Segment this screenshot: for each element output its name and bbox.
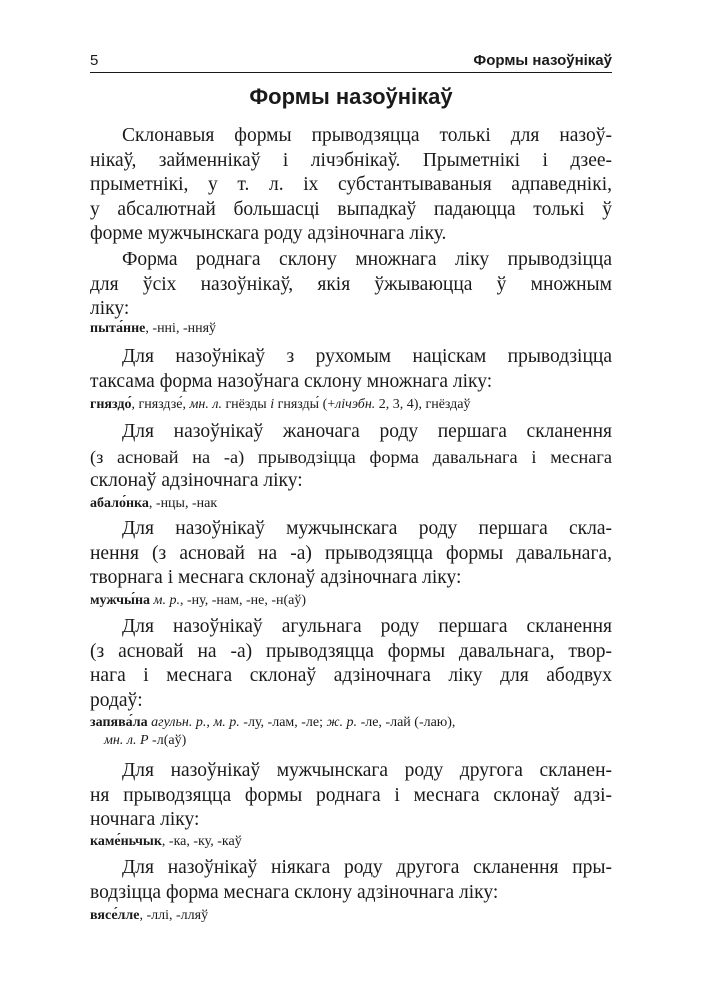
example-entry	[90, 833, 612, 851]
text-line: Для назоўнікаў жаночага роду першага скланення	[122, 421, 612, 442]
paragraph-5	[90, 517, 612, 591]
text-line: форме мужчынскага роду адзіночнага ліку.	[90, 223, 447, 244]
headword: вясе́лле	[90, 908, 140, 923]
word-forms: , -ллі, -лляў	[139, 908, 209, 923]
headword: пыта́нне	[90, 321, 146, 336]
word-forms: ,	[206, 715, 214, 730]
grammar-label: ж. р.	[326, 715, 358, 730]
word-forms: гнёзды	[221, 397, 271, 412]
page-number: 5	[90, 52, 99, 69]
text-line: ліку:	[90, 298, 130, 319]
word-forms: -лу, -лам, -ле;	[239, 715, 327, 730]
example-entry	[90, 907, 612, 925]
word-forms: 2, 3, 4), гнёздаў	[375, 397, 471, 412]
grammar-label: мн. л.	[189, 397, 222, 412]
grammar-label: лічэбн.	[335, 397, 376, 412]
word-forms: , -ка, -ку, -каў	[161, 834, 242, 849]
headword: гняздо́	[90, 397, 132, 412]
grammar-label: і	[270, 397, 275, 412]
headword: абало́нка	[90, 496, 149, 511]
text-line: ночнага ліку:	[90, 809, 200, 830]
text-line: родаў:	[90, 689, 143, 711]
word-forms: , -нні, -нняў	[145, 321, 217, 336]
text-line: Для назоўнікаў з рухомым націскам прыводзіцца	[122, 346, 612, 367]
word-forms: , -нцы, -нак	[148, 496, 218, 511]
text-line: для ўсіх назоўнікаў, якія ўжываюцца ў множным	[90, 273, 612, 295]
word-forms: -л(аў)	[148, 733, 187, 748]
running-title: Формы назоўнікаў	[473, 52, 612, 69]
grammar-label: м. р.	[213, 715, 240, 730]
text-line: нікаў, займеннікаў і лічэбнікаў. Прыметнікі і дзее-	[90, 149, 612, 171]
text-line: нення (з асновай на -а) прыводзяцца формы давальнага,	[90, 542, 612, 564]
text-line: у абсалютнай большасці выпадкаў падаюцца толькі ў	[90, 198, 612, 220]
example-continuation	[90, 732, 612, 750]
page-title: Формы назоўнікаў	[249, 84, 453, 109]
example-entry	[90, 396, 612, 414]
word-forms: -ле, -лай (-лаю),	[357, 715, 456, 730]
text-line: ня прыводзяцца формы роднага і меснага склонаў адзі-	[90, 784, 612, 806]
text-line: (з асновай на -а) прыводзіцца форма давальнага і меснага	[90, 446, 612, 467]
text-line: Склонавыя формы прыводзяцца толькі для назоў-	[122, 125, 612, 146]
paragraph-1	[90, 124, 612, 247]
text-line: прыметнікі, у т. л. іх субстантываваныя адпаведнікі,	[90, 174, 612, 195]
paragraph-7	[90, 759, 612, 833]
paragraph-2	[90, 248, 612, 322]
paragraph-6	[90, 615, 612, 713]
running-header	[90, 50, 612, 73]
text-line: водзіцца форма меснага склону адзіночнага ліку:	[90, 881, 499, 903]
grammar-label: мн. л. Р	[104, 733, 149, 748]
text-line: Для назоўнікаў мужчынскага роду першага скла-	[122, 518, 612, 539]
example-entry	[90, 714, 612, 750]
example-entry	[90, 320, 612, 338]
text-line: Для назоўнікаў ніякага роду другога скланення пры-	[122, 857, 612, 878]
headword: запява́ла	[90, 715, 148, 730]
grammar-label: агульн. р.	[151, 715, 207, 730]
word-forms: , гняздзе́,	[131, 397, 190, 412]
text-line: (з асновай на -а) прыводзяцца формы давальнага, твор-	[90, 640, 612, 662]
text-line: склонаў адзіночнага ліку:	[90, 470, 303, 491]
example-entry	[90, 495, 612, 513]
paragraph-4	[90, 420, 612, 494]
example-entry	[90, 592, 612, 610]
text-line: Для назоўнікаў агульнага роду першага скланення	[122, 616, 612, 637]
grammar-label: м. р.	[153, 593, 180, 608]
text-line: творнага і меснага склонаў адзіночнага ліку:	[90, 567, 462, 588]
paragraph-3	[90, 345, 612, 394]
headword: каме́ньчык	[90, 834, 162, 849]
text-line: Для назоўнікаў мужчынскага роду другога скланен-	[122, 760, 612, 781]
headword: мужчы́на	[90, 593, 151, 608]
word-forms: , -ну, -нам, -не, -н(аў)	[179, 593, 307, 608]
paragraph-8	[90, 856, 612, 905]
text-line: нага і меснага склонаў адзіночнага ліку для абодвух	[90, 665, 612, 686]
text-line: Форма роднага склону множнага ліку прыводзіцца	[122, 249, 612, 270]
text-line: таксама форма назоўнага склону множнага ліку:	[90, 370, 493, 392]
word-forms: гнязды́ (+	[274, 397, 336, 412]
